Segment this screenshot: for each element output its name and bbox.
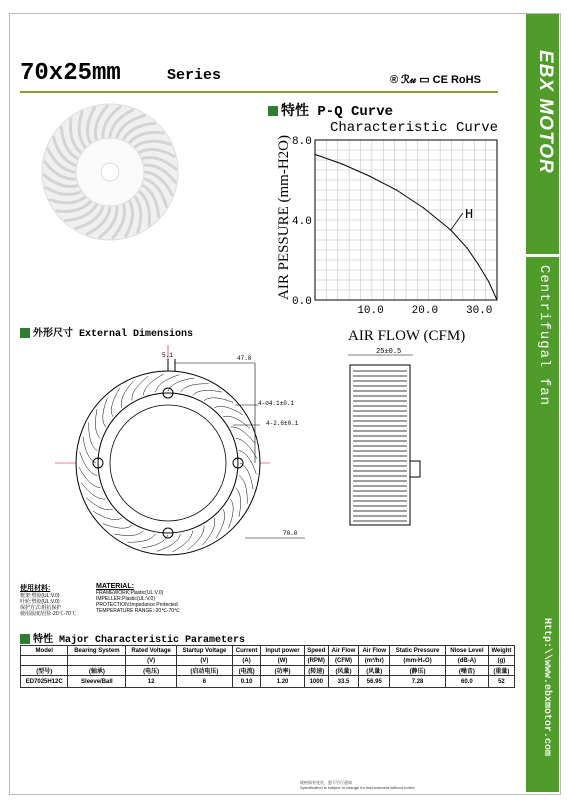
column-header: (mm-H₂O)	[390, 656, 446, 666]
product-type: Centrifugal fan	[536, 265, 552, 407]
column-header: Current	[232, 646, 260, 656]
series-leader-line	[451, 213, 463, 230]
brand-name: EBX MOTOR	[535, 50, 556, 174]
data-point	[423, 207, 424, 208]
data-point	[488, 281, 489, 282]
column-header: Weight	[488, 646, 514, 656]
column-header: (CFM)	[328, 656, 359, 666]
side-view-drawing	[343, 343, 443, 533]
table-cell: 33.5	[328, 676, 359, 688]
series-label: Series	[167, 67, 222, 84]
column-header: Bearing System	[68, 646, 126, 656]
parameters-table	[20, 645, 515, 688]
y-tick-label: 8.0	[292, 136, 312, 148]
column-header: (V)	[176, 656, 232, 666]
y-axis-label: AIR PESSURE (mm-H2O)	[276, 134, 292, 300]
table-cell: 12	[126, 676, 177, 688]
data-point	[467, 247, 468, 248]
website-url: Http:\\www.ebxmotor.com	[541, 618, 552, 757]
data-point	[450, 229, 451, 230]
parameters-heading: 特性 Major Characteristic Parameters	[20, 630, 245, 646]
column-header: (轴承)	[68, 666, 126, 676]
dim-label: 70.0	[283, 530, 298, 537]
table-cell: 1.20	[261, 676, 305, 688]
y-tick-label: 4.0	[292, 216, 312, 228]
table-cell: Sleeve/Ball	[68, 676, 126, 688]
material-en: MATERIAL: FRAMEWORK:Plastic(UL:V.0) IMPELLER:Plastic(UL:V.0) PROTECTION:Impedance Protected TEMPERATURE RANGE:-20℃-70℃	[96, 583, 180, 614]
material-cn: 使用材料: 框架:塑胶(UL:V.0) 叶轮:塑胶(UL:V.0) 保护方式:阻抗保护 使用温度范围:-20℃-70℃	[20, 585, 76, 617]
column-header: (电流)	[232, 666, 260, 676]
inner-ring	[98, 393, 238, 533]
data-point	[369, 175, 370, 176]
column-header: (dB-A)	[445, 656, 488, 666]
column-header: (g)	[488, 656, 514, 666]
column-header: Air Flow	[328, 646, 359, 656]
data-point	[496, 299, 497, 300]
column-header: (噪音)	[445, 666, 488, 676]
dim-label: 4-∅4.1±0.1	[258, 400, 295, 407]
x-tick-label: 20.0	[411, 305, 439, 317]
column-header: Speed	[304, 646, 328, 656]
title-rule	[20, 91, 498, 93]
column-header: Air Flow	[359, 646, 390, 656]
table-cell: 6	[176, 676, 232, 688]
column-header: (W)	[261, 656, 305, 666]
pq-curve-chart	[268, 132, 518, 347]
dim-label: 5.1	[162, 352, 173, 359]
table-cell: 60.0	[445, 676, 488, 688]
section-marker	[268, 106, 278, 116]
column-header: (RPM)	[304, 656, 328, 666]
page-title: 70x25mm	[20, 60, 121, 87]
data-point	[396, 189, 397, 190]
column-header: (V)	[126, 656, 177, 666]
certification-marks: ® ℛ𝓊 ▭ CE RoHS	[390, 74, 481, 86]
column-header: (静压)	[390, 666, 446, 676]
external-dimensions-heading: 外形尺寸 External Dimensions	[20, 324, 193, 340]
table-cell: 1000	[304, 676, 328, 688]
column-header: Static Pressure	[390, 646, 446, 656]
table-cell: 52	[488, 676, 514, 688]
column-header: (启动电压)	[176, 666, 232, 676]
section-marker	[20, 634, 30, 644]
column-header: (A)	[232, 656, 260, 666]
column-header: (电压)	[126, 666, 177, 676]
dim-label: 4-2.6±0.1	[266, 420, 299, 427]
column-header: Rated Voltage	[126, 646, 177, 656]
table-cell: 0.10	[232, 676, 260, 688]
column-header: Startup Voltage	[176, 646, 232, 656]
column-header	[21, 656, 68, 666]
table-cell: 56.95	[359, 676, 390, 688]
column-header: Input power	[261, 646, 305, 656]
x-tick-label: 10.0	[357, 305, 384, 317]
x-axis-label: AIR FLOW (CFM)	[348, 328, 466, 344]
column-header: Nlose Level	[445, 646, 488, 656]
front-view-drawing	[55, 345, 315, 560]
y-tick-label: 0.0	[292, 296, 312, 308]
shaft-boss	[410, 461, 420, 477]
sidebar-divider	[526, 254, 559, 257]
table-cell: ED7025H12C	[21, 676, 68, 688]
section-marker	[20, 328, 30, 338]
column-header: (重量)	[488, 666, 514, 676]
footer-note: 规格如有变更，恕不另行通知 Specification is subject to change for improvement without notice	[300, 780, 415, 790]
data-point	[342, 163, 343, 164]
column-header	[68, 656, 126, 666]
chart-title: Characteristic Curve	[330, 120, 499, 136]
column-header: (风量)	[359, 666, 390, 676]
dim-label: 25±0.5	[376, 348, 402, 356]
brand-sidebar	[526, 14, 559, 792]
column-header: (功率)	[261, 666, 305, 676]
series-label-h: H	[464, 207, 474, 223]
column-header: Model	[21, 646, 68, 656]
data-point	[477, 263, 478, 264]
pq-heading: 特性 P-Q Curve	[268, 100, 393, 120]
column-header: (转速)	[304, 666, 328, 676]
column-header: (风量)	[328, 666, 359, 676]
x-tick-label: 30.0	[465, 305, 493, 317]
data-point	[314, 154, 315, 155]
table-cell: 7.28	[390, 676, 446, 688]
column-header: (m³/hr)	[359, 656, 390, 666]
fan-impeller-photo	[38, 100, 183, 245]
column-header: (型号)	[21, 666, 68, 676]
dim-label: 47.8	[237, 355, 252, 362]
